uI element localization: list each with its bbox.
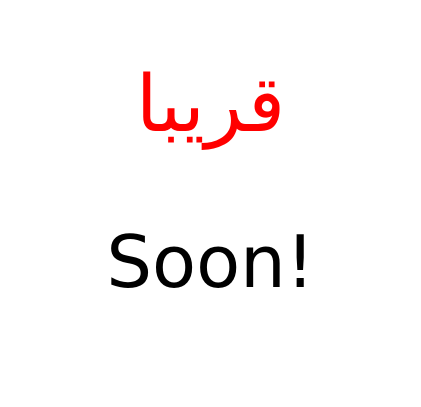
english-soon-text: Soon! <box>106 220 315 304</box>
arabic-soon-text: قريبا <box>135 60 286 150</box>
